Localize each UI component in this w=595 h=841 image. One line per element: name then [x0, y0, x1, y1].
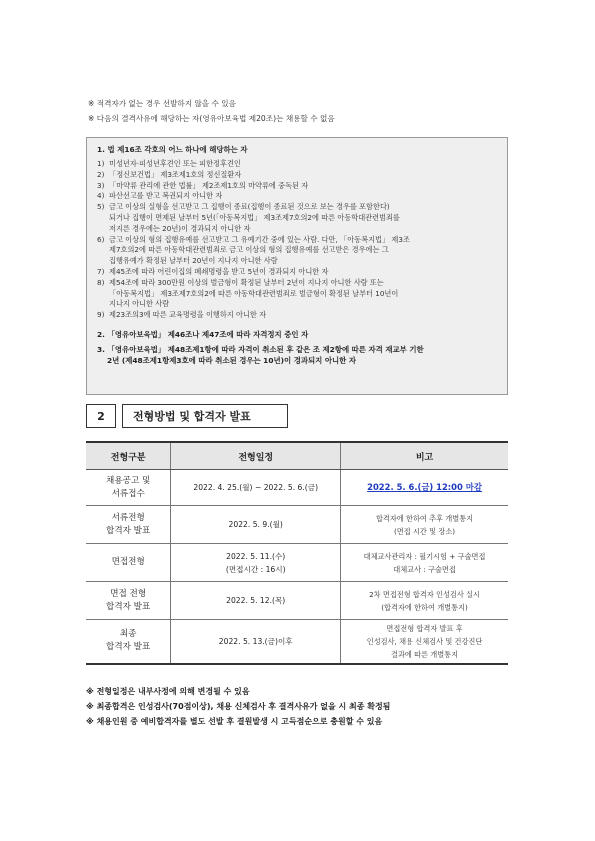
cell-line: 서류전형: [111, 512, 145, 523]
list-item-line: 제54조에 따라 300만원 이상의 벌금형이 확정된 날부터 2년이 지나지 아니한 사람 또는: [109, 277, 384, 287]
list-item-line: 파산선고를 받고 복권되지 아니한 자: [109, 191, 223, 201]
cell-line: 2022. 5. 11.(수): [226, 551, 286, 561]
table-row: [86, 620, 508, 664]
list-item: [97, 235, 497, 267]
cell-line: 합격자 발표: [106, 525, 151, 536]
list-item-line: 제7호의2에 따른 아동학대관련범죄로 금고 이상의 형의 집행유예를 선고받은 경우에는 그: [109, 245, 389, 255]
cell-schedule: [171, 582, 341, 620]
cell-line: 2022. 5. 6.(금) 12:00 마감: [367, 482, 482, 492]
cell-line: 대체교사 : 구술면접: [393, 564, 456, 574]
list-item: [97, 310, 497, 321]
table-header-row: [86, 442, 508, 470]
list-item: [97, 202, 497, 234]
cell-line: 2022. 5. 12.(목): [226, 596, 286, 605]
cell-line: 결과에 따른 개별통지: [391, 649, 459, 659]
disqualification-heading-3: [97, 344, 497, 366]
cell-line: 채용공고 및: [106, 475, 151, 486]
cell-line: 면접전형: [111, 557, 145, 567]
disqualification-box: [86, 137, 508, 395]
list-item-number: 1): [97, 159, 105, 168]
list-item-number: 2): [97, 169, 105, 179]
cell-line: 합격자 발표: [106, 642, 151, 653]
note-bottom: ※ 채용인원 중 예비합격자를 별도 선발 후 결원발생 시 고득점순으로 충원할 수 있음: [86, 717, 383, 726]
list-item-text: [109, 278, 497, 310]
list-item-line: 집행유예가 확정된 날부터 20년이 지나지 아니한 사람: [109, 256, 278, 266]
cell-remark: [341, 620, 508, 664]
list-item-line: 되거나 집행이 면제된 날부터 5년(「아동복지법」 제3조제7호의2에 따른 아동학대관련범죄를: [109, 212, 400, 222]
list-item-text: [109, 170, 497, 181]
list-item-text: [109, 267, 497, 278]
list-item-text: [109, 181, 497, 192]
list-item-line: 지나지 아니한 사람: [109, 299, 170, 309]
note-no-qualified: ※ 적격자가 없는 경우 선발하지 않을 수 있음: [88, 99, 236, 108]
list-item: [97, 181, 497, 192]
note-disqualification: ※ 다음의 결격사유에 해당하는 자(영유아보육법 제20조)는 채용할 수 없음: [88, 114, 335, 123]
header-schedule: 전형일정: [171, 442, 341, 470]
note-bottom: ※ 전형일정은 내부사정에 의해 변경될 수 있음: [86, 687, 250, 696]
cell-line: 2022. 4. 25.(월) ~ 2022. 5. 6.(금): [193, 483, 319, 492]
cell-line: 인성검사, 채용 신체검사 및 건강진단: [366, 636, 483, 646]
list-item-line: 금고 이상의 형의 집행유예를 선고받고 그 유예기간 중에 있는 사람. 다만, 「아동복지법」 제3조: [109, 234, 410, 244]
cell-remark: [341, 582, 508, 620]
list-item-line: 미성년자·피성년후견인 또는 피한정후견인: [109, 159, 241, 168]
list-item-number: 7): [97, 266, 105, 276]
section-title: 전형방법 및 합격자 발표: [122, 404, 288, 428]
list-item-line: 「정신보건법」 제3조제1호의 정신질환자: [109, 169, 242, 179]
cell-schedule: [171, 506, 341, 544]
disqualification-list: [97, 159, 497, 321]
schedule-table: [86, 441, 508, 665]
list-item: [97, 159, 497, 170]
header-remark: 비고: [341, 442, 508, 470]
cell-line: (합격자에 한하여 개별통지): [381, 602, 468, 612]
list-item-text: [109, 159, 497, 170]
table-row: [86, 544, 508, 582]
list-item-number: 6): [97, 234, 105, 244]
list-item-text: [109, 202, 497, 234]
cell-stage: [86, 544, 171, 582]
cell-line: 2차 면접전형 합격자 인성검사 실시: [369, 589, 480, 599]
cell-line: 합격자에 한하여 추후 개별통지: [375, 513, 474, 523]
header-stage: 전형구분: [86, 442, 171, 470]
cell-stage: [86, 582, 171, 620]
list-item-line: 제23조의3에 따른 교육명령을 이행하지 아니한 자: [109, 310, 267, 320]
cell-schedule: [171, 544, 341, 582]
cell-line: 대체교사관리자 : 필기시험 + 구술면접: [363, 551, 486, 561]
list-item: [97, 278, 497, 310]
cell-line: (면접시간 : 16시): [225, 564, 286, 574]
cell-stage: [86, 506, 171, 544]
heading-3-line-2: 2년 (제48조제1항제3호에 따라 취소된 경우는 10년)이 경과되지 아니한 자: [107, 355, 356, 365]
cell-line: 합격자 발표: [106, 601, 151, 612]
cell-line: 면접 전형: [110, 588, 147, 599]
section-header: [86, 404, 288, 430]
section-number: 2: [86, 404, 116, 428]
disqualification-heading-2: 2. 「영유아보육법」 제46조나 제47조에 따라 자격정지 중인 자: [97, 329, 309, 339]
table-row: [86, 470, 508, 506]
list-item-text: [109, 310, 497, 321]
list-item: [97, 170, 497, 181]
cell-line: 최종: [119, 629, 137, 640]
table-row: [86, 506, 508, 544]
cell-line: 2022. 5. 13.(금)이후: [218, 636, 293, 646]
table-row: [86, 582, 508, 620]
cell-remark: [341, 470, 508, 506]
list-item-line: 금고 이상의 실형을 선고받고 그 집행이 종료(집행이 종료된 것으로 보는 경우를 포함한다): [109, 202, 390, 212]
cell-stage: [86, 620, 171, 664]
note-bottom: ※ 최종합격은 인성검사(70점이상), 채용 신체검사 후 결격사유가 없을 시 최종 확정됨: [86, 702, 391, 711]
list-item: [97, 267, 497, 278]
cell-schedule: [171, 470, 341, 506]
cell-remark: [341, 506, 508, 544]
list-item: [97, 191, 497, 202]
list-item-text: [109, 191, 497, 202]
list-item-number: 4): [97, 191, 105, 201]
list-item-line: 저지른 경우에는 20년)이 경과되지 아니한 자: [109, 223, 251, 233]
list-item-number: 9): [97, 310, 105, 320]
list-item-line: 「마약류 관리에 관한 법률」 제2조제1호의 마약류에 중독된 자: [109, 180, 309, 190]
cell-remark: [341, 544, 508, 582]
heading-3-line-1: 3. 「영유아보육법」 제48조제1항에 따라 자격이 취소된 후 같은 조 제2항에 따른 자격 재교부 기한: [97, 344, 424, 354]
list-item-line: 「아동복지법」 제3조제7호의2에 따른 아동학대관련범죄로 벌금형이 확정된 날부터 10년이: [109, 288, 399, 298]
cell-line: (면접 시간 및 장소): [394, 526, 456, 536]
list-item-line: 제45조에 따라 어린이집의 폐쇄명령을 받고 5년이 경과되지 아니한 자: [109, 266, 329, 276]
cell-line: 서류접수: [111, 488, 145, 499]
cell-schedule: [171, 620, 341, 664]
cell-line: 2022. 5. 9.(월): [228, 520, 283, 529]
list-item-number: 5): [97, 202, 105, 212]
list-item-number: 8): [97, 277, 105, 287]
disqualification-heading-1: 1. 법 제16조 각호의 어느 하나에 해당하는 자: [97, 145, 248, 154]
list-item-number: 3): [97, 180, 105, 190]
list-item-text: [109, 235, 497, 267]
cell-stage: [86, 470, 171, 506]
cell-line: 면접전형 합격자 발표 후: [386, 623, 463, 633]
